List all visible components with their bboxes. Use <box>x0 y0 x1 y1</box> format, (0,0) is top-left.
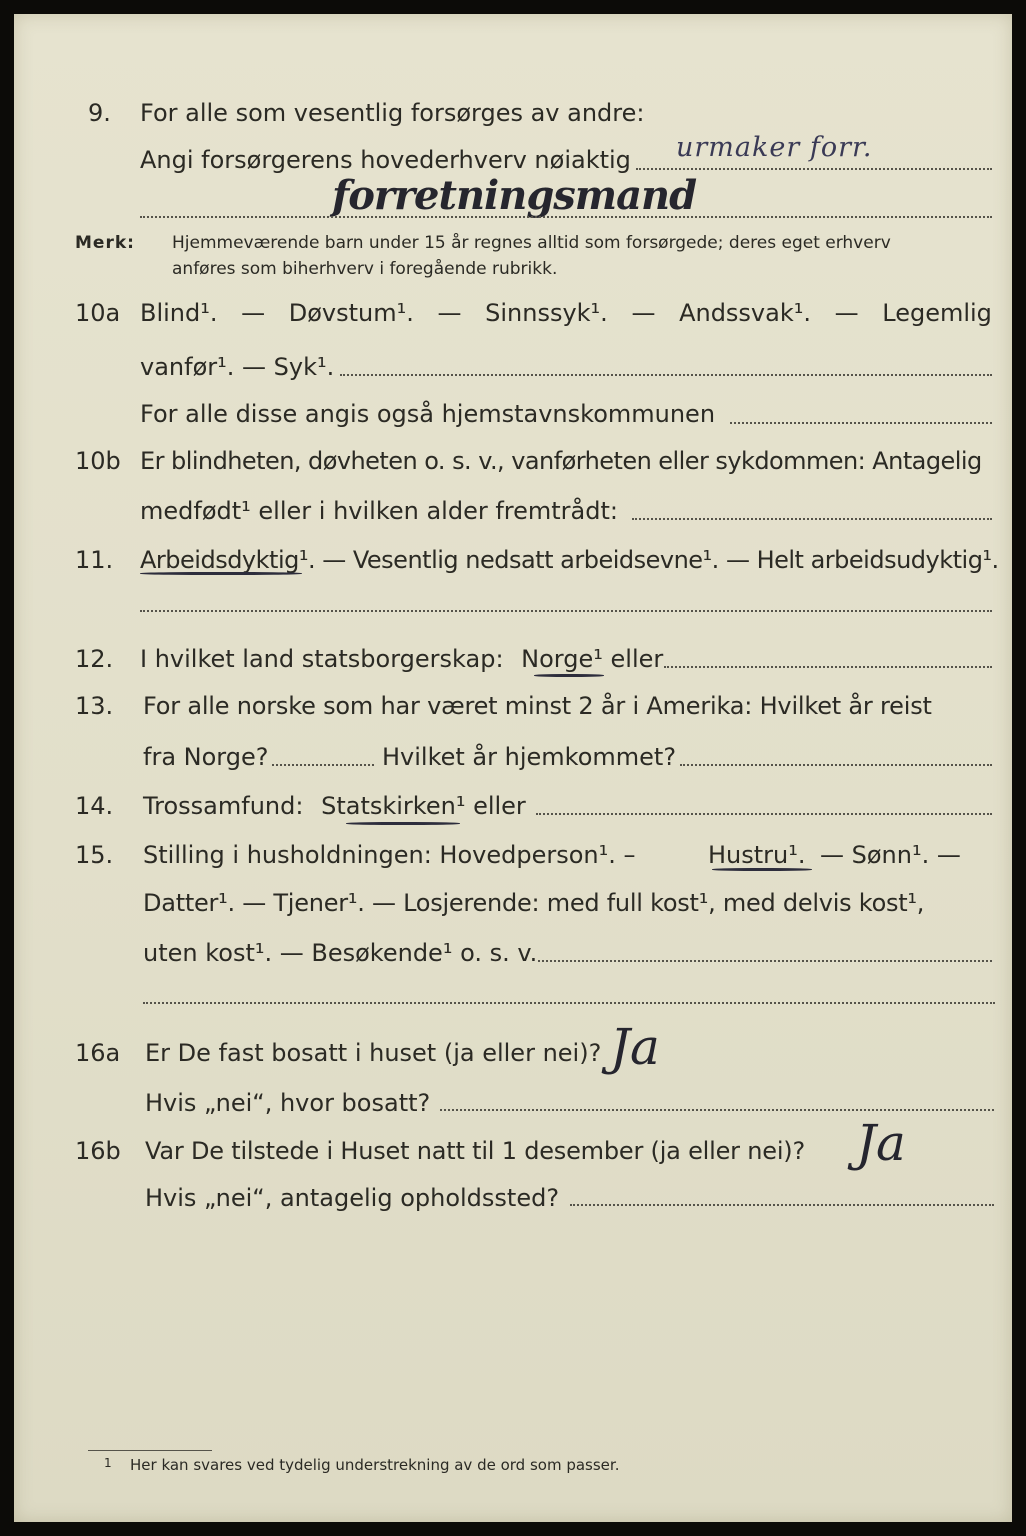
q9-question: Angi forsørgerens hovederhverv nøiaktig <box>140 146 631 174</box>
q16b-number: 16b <box>75 1137 121 1165</box>
q9-answer-line-2 <box>140 216 992 218</box>
note-text-line2: anføres som biherhverv i foregående rubrikk. <box>172 259 558 279</box>
q16a-number: 16a <box>75 1039 121 1067</box>
q12-number: 12. <box>75 645 114 673</box>
q12-question: I hvilket land statsborgerskap: <box>140 645 504 673</box>
footnote-rule <box>88 1450 212 1451</box>
q10a-dash: — <box>437 299 462 327</box>
q10a-dash: — <box>241 299 266 327</box>
q11-option-able: Arbeidsdyktig <box>140 546 299 574</box>
q10a-options <box>140 296 992 330</box>
note-label: Merk: <box>75 233 135 253</box>
q12-answer-line <box>664 666 992 668</box>
q12-option-norway: Norge <box>521 645 594 673</box>
q10a-hometown-question: For alle disse angis også hjemstavnskommunen <box>140 400 716 428</box>
q16a-handwritten-answer: Ja <box>610 1018 660 1076</box>
q15-options-rest: — Sønn¹. — <box>820 841 961 869</box>
q11-number: 11. <box>75 546 114 574</box>
q16b-answer-line <box>570 1204 994 1206</box>
q11-options-rest: ¹. — Vesentlig nedsatt arbeidsevne¹. — Helt arbeidsudyktig¹. <box>298 546 999 574</box>
q10a-number: 10a <box>75 299 121 327</box>
q15-text-line3: uten kost¹. — Besøkende¹ o. s. v. <box>143 939 538 967</box>
q11-answer-line <box>140 610 992 612</box>
q11-underline-mark <box>140 572 302 575</box>
q10a-option: Legemlig <box>882 299 992 327</box>
note-text-line1: Hjemmeværende barn under 15 år regnes alltid som forsørgede; deres eget erhverv <box>172 233 891 253</box>
q14-option-other: ¹ eller <box>455 792 526 820</box>
q14-text <box>143 789 526 823</box>
footnote-mark: 1 <box>104 1456 112 1470</box>
q16b-handwritten-answer: Ja <box>856 1114 906 1172</box>
q10a-option: Andssvak¹. <box>679 299 811 327</box>
q15-option-wife: Hustru¹. <box>708 841 806 869</box>
q16b-question-2: Hvis „nei“, antagelig opholdssted? <box>145 1184 560 1212</box>
q10a-option: Døvstum¹. <box>288 299 414 327</box>
q16a-answer-line <box>440 1109 994 1111</box>
q10a-text: vanfør¹. — Syk¹. <box>140 353 335 381</box>
q15-answer-line-2 <box>143 1002 995 1004</box>
q12-text <box>140 642 663 676</box>
q10a-hometown-answer-line <box>730 422 992 424</box>
q10a-answer-line <box>340 374 992 376</box>
q9-handwritten-occupation: urmaker forr. <box>676 132 873 163</box>
q13-answer-line-returned <box>680 764 992 766</box>
q12-underline-mark <box>534 674 604 677</box>
q15-answer-line <box>538 960 992 962</box>
footnote-text: Her kan svares ved tydelig understrekning av de ord som passer. <box>130 1456 620 1474</box>
q12-option-other: ¹ eller <box>593 645 664 673</box>
q9-text: For alle som vesentlig forsørges av andre: <box>140 99 645 127</box>
q10b-text: Er blindheten, døvheten o. s. v., vanførheten eller sykdommen: Antagelig <box>140 447 982 475</box>
q16a-question-2: Hvis „nei“, hvor bosatt? <box>145 1089 431 1117</box>
q16b-question: Var De tilstede i Huset natt til 1 desember (ja eller nei)? <box>145 1137 806 1165</box>
q13-question-left: fra Norge? <box>143 743 269 771</box>
q13-text: For alle norske som har været minst 2 år i Amerika: Hvilket år reist <box>143 692 932 720</box>
q9-handwritten-occupation-2: forretningsmand <box>332 172 697 219</box>
q10b-answer-line <box>632 518 992 520</box>
q13-question-returned: Hvilket år hjemkommet? <box>382 743 677 771</box>
q10a-dash: — <box>834 299 859 327</box>
q13-number: 13. <box>75 692 114 720</box>
q15-text: Stilling i husholdningen: Hovedperson¹. – <box>143 841 636 869</box>
q14-underline-mark <box>346 822 460 825</box>
q15-underline-mark <box>712 868 812 871</box>
q13-answer-line-left <box>272 764 374 766</box>
q14-number: 14. <box>75 792 114 820</box>
q9-number: 9. <box>88 99 111 127</box>
q10b-number: 10b <box>75 447 121 475</box>
q15-text-line2: Datter¹. — Tjener¹. — Losjerende: med full kost¹, med delvis kost¹, <box>143 889 925 917</box>
q16a-question: Er De fast bosatt i huset (ja eller nei)? <box>145 1039 602 1067</box>
q14-question: Trossamfund: <box>143 792 304 820</box>
q15-number: 15. <box>75 841 114 869</box>
q10a-option: Sinnssyk¹. <box>485 299 608 327</box>
q14-answer-line <box>536 813 992 815</box>
q10b-question: medfødt¹ eller i hvilken alder fremtrådt: <box>140 497 618 525</box>
q10a-option: Blind¹. <box>140 299 218 327</box>
q9-answer-line <box>636 168 992 170</box>
q10a-dash: — <box>631 299 656 327</box>
q14-option-state-church: Statskirken <box>321 792 456 820</box>
